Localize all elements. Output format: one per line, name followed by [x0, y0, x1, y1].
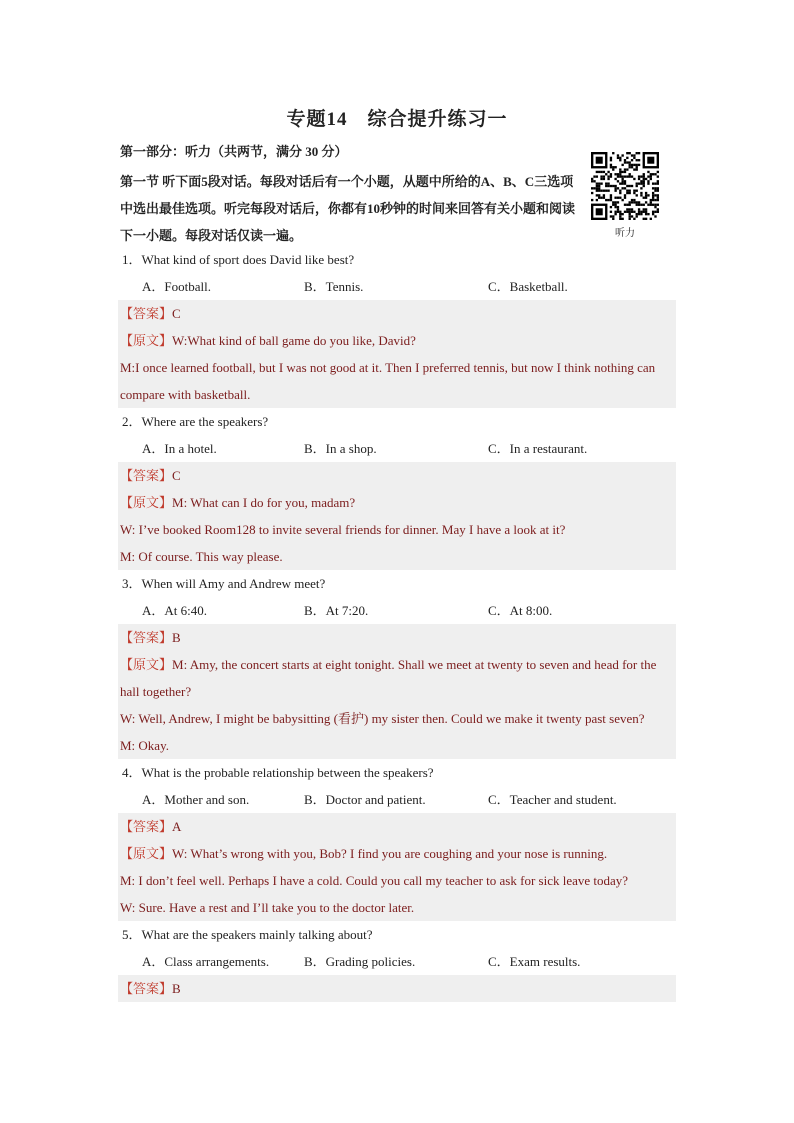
- answer-line: [118, 624, 676, 651]
- option-c[interactable]: C．Basketball.: [488, 279, 568, 294]
- option-a[interactable]: A．Class arrangements.: [142, 954, 270, 969]
- answer-line: [118, 975, 676, 1002]
- question-stem: 3．When will Amy and Andrew meet?: [122, 576, 326, 591]
- page-title: 专题14 综合提升练习一: [286, 109, 508, 130]
- question-stem: 5．What are the speakers mainly talking about?: [122, 927, 373, 942]
- transcript-line: [118, 732, 676, 759]
- answer-value: B: [172, 630, 181, 645]
- option-a[interactable]: A．At 6:40.: [142, 603, 208, 618]
- answer-tag: 【答案】: [120, 306, 173, 321]
- qr-code-icon[interactable]: [591, 152, 659, 220]
- answer-block: [118, 813, 676, 921]
- option-a[interactable]: A．Football.: [142, 279, 211, 294]
- transcript-text: M: I don’t feel well. Perhaps I have a cold. Could you call my teacher to ask for sick leave today?: [120, 873, 629, 888]
- answer-line: [118, 300, 676, 327]
- transcript-tag: 【原文】: [120, 846, 173, 861]
- transcript-text: M: What can I do for you, madam?: [172, 495, 356, 510]
- question-stem: 1．What kind of sport does David like best?: [122, 252, 355, 267]
- answer-block: [118, 300, 676, 408]
- option-c[interactable]: C．Teacher and student.: [488, 792, 617, 807]
- answer-tag: 【答案】: [120, 468, 173, 483]
- option-a[interactable]: A．In a hotel.: [142, 441, 217, 456]
- question-list: [118, 246, 676, 1002]
- transcript-line: [118, 894, 676, 921]
- question-stem: 4．What is the probable relationship between the speakers?: [122, 765, 434, 780]
- option-b[interactable]: B．In a shop.: [304, 441, 377, 456]
- question-options: [118, 597, 676, 624]
- option-b[interactable]: B．At 7:20.: [304, 603, 369, 618]
- answer-block: [118, 462, 676, 570]
- option-c[interactable]: C．Exam results.: [488, 954, 581, 969]
- transcript-text: M: Amy, the concert starts at eight tonight. Shall we meet at twenty to seven and head for the hall together?: [120, 657, 657, 699]
- option-b[interactable]: B．Tennis.: [304, 279, 364, 294]
- transcript-text: W: What’s wrong with you, Bob? I find you are coughing and your nose is running.: [172, 846, 608, 861]
- qr-label: 听力: [615, 228, 635, 239]
- transcript-text: W: Well, Andrew, I might be babysitting (看护) my sister then. Could we make it twenty past seven?: [120, 711, 645, 726]
- option-c[interactable]: C．In a restaurant.: [488, 441, 588, 456]
- question-options: [118, 786, 676, 813]
- question-options: [118, 948, 676, 975]
- option-b[interactable]: B．Grading policies.: [304, 954, 416, 969]
- answer-line: [118, 462, 676, 489]
- transcript-text: M: Okay.: [120, 738, 169, 753]
- answer-block: [118, 624, 676, 759]
- section-instructions: 第一节 听下面5段对话。每段对话后有一个小题，从题中所给的A、B、C三选项中选出最佳选项。听完每段对话后，你都有10秒钟的时间来回答有关小题和阅读下一小题。每段对话仅读一遍。: [120, 174, 576, 243]
- transcript-text: W: Sure. Have a rest and I’ll take you to the doctor later.: [120, 900, 415, 915]
- answer-block: [118, 975, 676, 1002]
- transcript-line: [118, 840, 676, 867]
- question-options: [118, 435, 676, 462]
- answer-value: C: [172, 468, 181, 483]
- transcript-text: W:What kind of ball game do you like, David?: [172, 333, 416, 348]
- section-heading: 第一部分：听力（共两节，满分 30 分）: [120, 144, 348, 159]
- transcript-tag: 【原文】: [120, 657, 173, 672]
- transcript-line: [118, 867, 676, 894]
- transcript-text: W: I’ve booked Room128 to invite several friends for dinner. May I have a look at it?: [120, 522, 566, 537]
- transcript-tag: 【原文】: [120, 333, 173, 348]
- transcript-line: [118, 705, 676, 732]
- transcript-line: [118, 543, 676, 570]
- answer-value: C: [172, 306, 181, 321]
- answer-line: [118, 813, 676, 840]
- transcript-line: [118, 651, 676, 705]
- transcript-line: [118, 354, 676, 408]
- answer-tag: 【答案】: [120, 981, 173, 996]
- transcript-line: [118, 516, 676, 543]
- answer-tag: 【答案】: [120, 630, 173, 645]
- question-options: [118, 273, 676, 300]
- transcript-text: M: Of course. This way please.: [120, 549, 283, 564]
- option-c[interactable]: C．At 8:00.: [488, 603, 553, 618]
- option-b[interactable]: B．Doctor and patient.: [304, 792, 426, 807]
- answer-tag: 【答案】: [120, 819, 173, 834]
- transcript-tag: 【原文】: [120, 495, 173, 510]
- transcript-text: M:I once learned football, but I was not good at it. Then I preferred tennis, but now I think nothing can compare with basketball.: [120, 360, 656, 402]
- answer-value: B: [172, 981, 181, 996]
- transcript-line: [118, 489, 676, 516]
- answer-value: A: [172, 819, 182, 834]
- question-stem: 2．Where are the speakers?: [122, 414, 269, 429]
- transcript-line: [118, 327, 676, 354]
- option-a[interactable]: A．Mother and son.: [142, 792, 250, 807]
